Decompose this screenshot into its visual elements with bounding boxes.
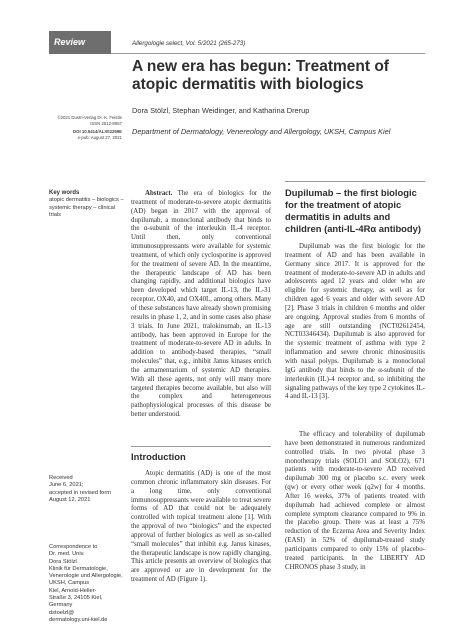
section-rule bbox=[285, 181, 425, 182]
keywords-block bbox=[49, 190, 124, 219]
abstract bbox=[131, 190, 271, 420]
dupilumab-text-2: The efficacy and tolerability of dupilumab have been demonstrated in numerous randomized controlled trials. In two pivotal phase 3 monotherapy trials (SOLO1 and SOLO2), 671 patients with moderate-to-severe AD received dupilumab 300 mg or placebo s.c. every week (qw) or every other week (q2w) for 4 months. After 16 weeks, 37% of patients treated with dupilumab had achieved complete or almost complete symptom clearance compared to 9% in the placebo group. There was at least a 75% reduction of the Eczema Area and Severity Index (EASI) in 52% of dupilumab-treated study participants compared to only 15% of placebo-treated participants. In the LIBERTY AD CHRONOS phase 3 study, in bbox=[285, 431, 425, 571]
abstract-text: The era of biologics for the treatment of moderate-to-severe atopic dermatitis (AD) began in 2017 with the approval of dupilumab, a monoclonal antibody that binds to the α-subunit of the interleukin IL-4 receptor. Until then, only conventional immunosuppressants were available for systemic treatment, of which only cyclosporine is approved for the treatment of severe AD. In the meantime, the therapeutic landscape of AD has been changing rapidly, and additional biologics have been developed which target IL-13, the IL-31 receptor, OX40, and OX40L, among others. Many of these substances have already shown promising results in phase 1, 2, and in some cases also phase 3 trials. In June 2021, tralokinumab, an IL-13 antibody, has been approved in Europe for the treatment of moderate-to-severe AD in adults. In addition to antibody-based therapies, “small molecules” that, e.g., inhibit Janus kinases enrich the armamentarium of systemic AD therapies. With all these agents, not only will many more targeted therapies become available, but also will the complex and heterogeneous pathophysiological processes of this disease be better understood. bbox=[131, 190, 271, 419]
keywords-title: Key words bbox=[49, 190, 80, 196]
keywords-text: atopic dermatitis – biologics – systemic therapy – clinical trials bbox=[49, 197, 124, 218]
issn-line: ISSN 2512-8957 bbox=[90, 120, 122, 126]
dupilumab-heading: Dupilumab – the first biologic for the treatment of atopic dermatitis in adults and children (anti-IL-4Rα antibody) bbox=[285, 187, 421, 234]
received-dates: Received June 6, 2021; accepted in revised form August 12, 2021 bbox=[49, 475, 111, 503]
article-title: A new era has begun: Treatment of atopic dermatitis with biologics bbox=[132, 58, 389, 93]
abstract-label: Abstract. bbox=[145, 190, 173, 197]
review-label: Review bbox=[49, 31, 111, 54]
publication-meta bbox=[30, 115, 122, 140]
section-rule bbox=[131, 446, 271, 447]
copyright-line: ©2021 Dustri-Verlag Dr. K. Feistle bbox=[57, 115, 122, 120]
introduction-text bbox=[131, 470, 271, 585]
dupilumab-paragraph-2 bbox=[285, 431, 425, 573]
introduction-paragraph: Atopic dermatitis (AD) is one of the most common chronic inflammatory skin diseases. For a long time, only conventional immunosuppressants were available to treat severe forms of AD that could not be adequately controlled with topical treatment alone [1]. With the approval of two “biologics” and the expected approval of further biologics as well as so-called “small molecules” that inhibit e.g. Janus kinases, the therapeutic landscape is now rapidly changing. This article presents an overview of biologics that are approved or are in development for the treatment of AD (Figure 1). bbox=[131, 470, 271, 584]
doi-line: DOI 10.5414/ALX02259E bbox=[73, 129, 122, 135]
dupilumab-text-1: Dupilumab was the first biologic for the treatment of AD and has been available in Germany since 2017. It is approved for the treatment of moderate-to-severe AD in adults and adolescents aged 12 years and older who are eligible for systemic therapy, as well as for children aged 6 years and older with severe AD [2]. Phase 3 trials in children 6 months and older are ongoing. Approval studies from 6 months of age are still outstanding (NCT02612454, NCT03346434). Dupilumab is also approved for the systemic treatment of asthma with type 2 inflammation and severe chronic rhinosinusitis with nasal polyps. Dupilumab is a monoclonal IgG antibody that binds to the α-subunit of the interleukin (IL)-4 receptor and, so inhibiting the signaling pathways of the key type 2 cytokines IL-4 and IL-13 [3]. bbox=[285, 243, 425, 401]
introduction-heading: Introduction bbox=[131, 451, 186, 462]
epub-line: e-pub: August 27, 2021 bbox=[77, 134, 122, 140]
journal-citation: Allergologie select, Vol. 5/2021 (265-273) bbox=[132, 40, 246, 47]
header-rule bbox=[111, 53, 425, 54]
dupilumab-paragraph-1 bbox=[285, 243, 425, 402]
correspondence-block: Correspondence to Dr. med. Univ. Dora Stölzl Klinik für Dermatologie, Venerologie und Allergologie, UKSH, Campus Kiel, Arnold-Heller- Straße 3, 24105 Kiel, Germany dstoelzl@ dermatology.uni-kiel.de bbox=[49, 544, 123, 623]
author-list: Dora Stölzl, Stephan Weidinger, and Katharina Drerup bbox=[132, 106, 310, 115]
affiliation: Department of Dermatology, Venereology and Allergology, UKSH, Campus Kiel bbox=[132, 127, 391, 136]
